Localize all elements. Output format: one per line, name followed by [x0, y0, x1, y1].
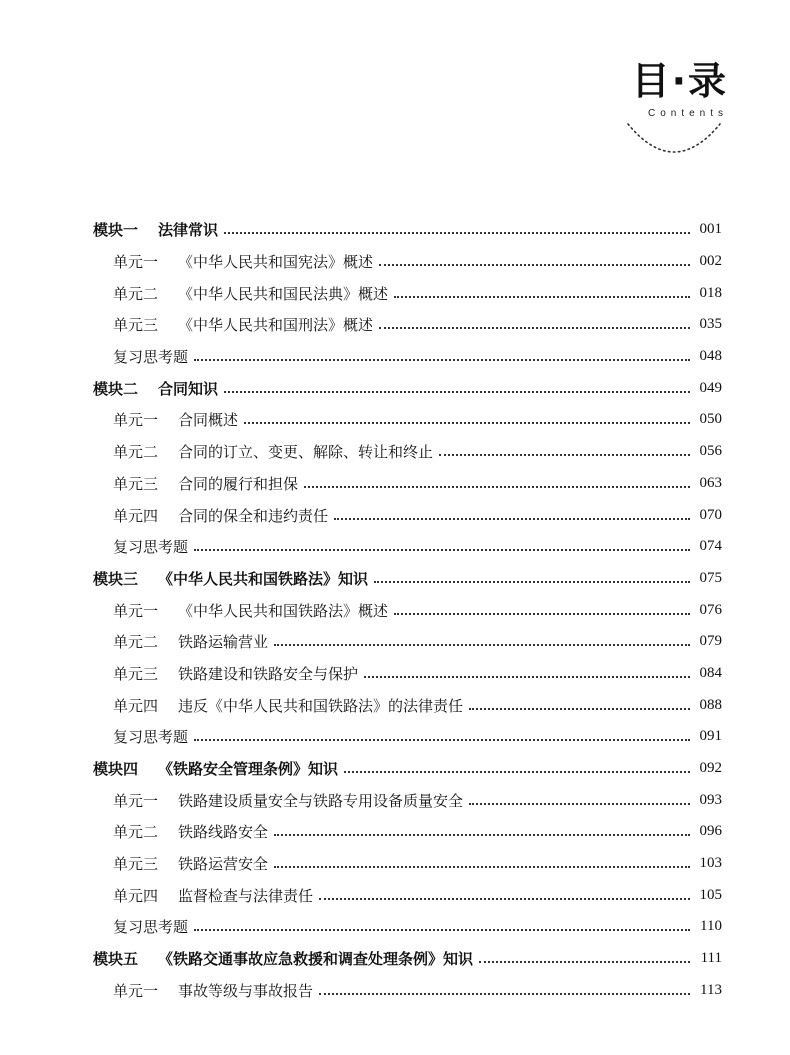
toc-unit-row[interactable] [0, 309, 790, 341]
toc-entry-label [113, 726, 188, 747]
toc-page-number: 092 [699, 760, 722, 777]
dot-leader [379, 263, 690, 266]
toc-entry-label [113, 885, 313, 906]
toc-entry-label [113, 346, 188, 367]
toc-page-number: 050 [699, 411, 722, 428]
toc-entry-label [113, 314, 373, 335]
toc-unit-row[interactable] [0, 277, 790, 309]
toc-entry-number: 模块四 [93, 760, 139, 779]
toc-entry-label [113, 536, 188, 557]
dot-leader [194, 928, 690, 931]
dot-leader [439, 453, 690, 456]
toc-entry-title: 合同的保全和违约责任 [178, 506, 329, 525]
toc-page-number: 093 [699, 791, 722, 808]
toc-unit-row[interactable] [0, 499, 790, 531]
toc-entry-title: 《铁路安全管理条例》知识 [158, 760, 339, 779]
toc-entry-label [113, 409, 238, 430]
dot-leader [274, 643, 690, 646]
dot-leader [274, 865, 690, 868]
toc-entry-label [113, 600, 388, 621]
toc-entry-title: 《中华人民共和国民法典》概述 [178, 284, 389, 303]
toc-page-number: 111 [700, 950, 722, 967]
toc-page-number: 056 [699, 443, 722, 460]
toc-entry-label [113, 853, 268, 874]
toc-entry-title: 事故等级与事故报告 [178, 981, 314, 1000]
toc-page-number: 088 [699, 696, 722, 713]
toc-module-row[interactable] [0, 563, 790, 595]
toc-review-row[interactable] [0, 531, 790, 563]
toc-unit-row[interactable] [0, 848, 790, 880]
toc-entry-number: 单元一 [113, 601, 159, 620]
toc-entry-title: 铁路建设和铁路安全与保护 [178, 664, 359, 683]
dot-leader [194, 548, 690, 551]
toc-entry-label [113, 251, 373, 272]
toc-module-row[interactable] [0, 943, 790, 975]
toc-page-number: 070 [699, 506, 722, 523]
toc-entry-label [93, 948, 473, 969]
dot-leader [194, 738, 690, 741]
toc-page-number: 091 [699, 728, 722, 745]
toc-entry-title: 复习思考题 [113, 538, 189, 557]
toc-unit-row[interactable] [0, 816, 790, 848]
toc-entry-number: 单元二 [113, 823, 159, 842]
dot-leader [394, 612, 690, 615]
toc-entry-number: 单元一 [113, 253, 159, 272]
contents-header [608, 58, 728, 168]
toc-entry-label [113, 790, 463, 811]
toc-entry-title: 铁路运输营业 [178, 633, 269, 652]
toc-review-row[interactable] [0, 911, 790, 943]
dot-leader [364, 675, 690, 678]
toc-entry-title: 复习思考题 [113, 728, 189, 747]
dot-leader [469, 707, 690, 710]
dot-leader [274, 833, 690, 836]
toc-page-number: 048 [699, 348, 722, 365]
toc-entry-number: 单元二 [113, 284, 159, 303]
toc-unit-row[interactable] [0, 879, 790, 911]
dot-leader [479, 960, 690, 963]
toc-module-row[interactable] [0, 372, 790, 404]
toc-entry-title: 《中华人民共和国宪法》概述 [178, 253, 374, 272]
toc-module-row[interactable] [0, 753, 790, 785]
page-subtitle: Contents [647, 108, 728, 119]
dot-leader [304, 485, 690, 488]
toc-entry-number: 模块二 [93, 379, 139, 398]
toc-entry-label [93, 758, 338, 779]
dotted-arc-ornament [624, 118, 724, 163]
toc-entry-title: 《铁路交通事故应急救援和调查处理条例》知识 [158, 950, 474, 969]
toc-entry-title: 监督检查与法律责任 [178, 886, 314, 905]
toc-page-number: 076 [699, 601, 722, 618]
toc-page-number: 075 [699, 569, 722, 586]
toc-entry-number: 单元一 [113, 791, 159, 810]
dot-leader [224, 390, 690, 393]
dot-leader [194, 358, 690, 361]
toc-entry-label [93, 219, 218, 240]
toc-entry-number: 单元三 [113, 316, 159, 335]
table-of-contents [0, 214, 790, 1006]
toc-unit-row[interactable] [0, 626, 790, 658]
toc-entry-title: 《中华人民共和国刑法》概述 [178, 316, 374, 335]
toc-entry-label [93, 378, 218, 399]
toc-entry-title: 法律常识 [158, 221, 219, 240]
dot-leader [374, 580, 690, 583]
dot-leader [334, 517, 690, 520]
toc-entry-number: 单元一 [113, 981, 159, 1000]
toc-unit-row[interactable] [0, 784, 790, 816]
toc-entry-label [113, 441, 433, 462]
toc-entry-number: 单元四 [113, 696, 159, 715]
dot-leader [244, 421, 690, 424]
toc-entry-label [113, 980, 313, 1001]
toc-entry-label [113, 631, 268, 652]
toc-entry-number: 单元一 [113, 411, 159, 430]
toc-unit-row[interactable] [0, 436, 790, 468]
toc-entry-label [113, 283, 388, 304]
toc-page-number: 002 [699, 253, 722, 270]
toc-review-row[interactable] [0, 721, 790, 753]
toc-entry-title: 铁路建设质量安全与铁路专用设备质量安全 [178, 791, 464, 810]
toc-entry-number: 单元四 [113, 886, 159, 905]
toc-page-number: 049 [699, 379, 722, 396]
toc-page-number: 084 [699, 664, 722, 681]
toc-entry-title: 合同的订立、变更、解除、转让和终止 [178, 443, 434, 462]
toc-page-number: 074 [699, 538, 722, 555]
toc-entry-title: 《中华人民共和国铁路法》概述 [178, 601, 389, 620]
toc-page-number: 018 [699, 284, 722, 301]
toc-entry-title: 违反《中华人民共和国铁路法》的法律责任 [178, 696, 464, 715]
dot-leader [394, 295, 690, 298]
toc-entry-label [113, 821, 268, 842]
toc-entry-number: 单元三 [113, 855, 159, 874]
toc-unit-row[interactable] [0, 594, 790, 626]
toc-page-number: 035 [699, 316, 722, 333]
toc-entry-number: 模块五 [93, 950, 139, 969]
dot-leader [319, 992, 690, 995]
toc-page-number: 113 [700, 981, 722, 998]
dot-leader [319, 897, 690, 900]
toc-entry-label [93, 568, 368, 589]
toc-page-number: 001 [699, 221, 722, 238]
toc-unit-row[interactable] [0, 658, 790, 690]
toc-entry-title: 铁路运营安全 [178, 855, 269, 874]
toc-entry-number: 模块三 [93, 569, 139, 588]
toc-page-number: 079 [699, 633, 722, 650]
toc-entry-title: 铁路线路安全 [178, 823, 269, 842]
dot-leader [224, 231, 690, 234]
toc-page-number: 105 [699, 886, 722, 903]
toc-entry-number: 单元二 [113, 633, 159, 652]
toc-unit-row[interactable] [0, 246, 790, 278]
toc-entry-title: 合同概述 [178, 411, 239, 430]
toc-entry-title: 合同知识 [158, 379, 219, 398]
toc-entry-title: 《中华人民共和国铁路法》知识 [158, 569, 369, 588]
toc-entry-number: 单元三 [113, 664, 159, 683]
dot-leader [379, 326, 690, 329]
toc-entry-number: 单元四 [113, 506, 159, 525]
toc-page-number: 063 [699, 474, 722, 491]
toc-entry-label [113, 916, 188, 937]
toc-review-row[interactable] [0, 341, 790, 373]
toc-module-row[interactable] [0, 214, 790, 246]
toc-unit-row[interactable] [0, 689, 790, 721]
toc-entry-label [113, 695, 463, 716]
toc-entry-label [113, 663, 358, 684]
toc-page-number: 110 [700, 918, 722, 935]
toc-entry-number: 单元三 [113, 474, 159, 493]
dot-leader [344, 770, 690, 773]
toc-entry-label [113, 505, 328, 526]
toc-entry-title: 合同的履行和担保 [178, 474, 299, 493]
toc-entry-label [113, 473, 298, 494]
toc-entry-number: 单元二 [113, 443, 159, 462]
toc-unit-row[interactable] [0, 404, 790, 436]
toc-entry-title: 复习思考题 [113, 918, 189, 937]
toc-unit-row[interactable] [0, 975, 790, 1007]
toc-entry-title: 复习思考题 [113, 348, 189, 367]
dot-leader [469, 802, 690, 805]
toc-unit-row[interactable] [0, 468, 790, 500]
toc-page-number: 103 [699, 855, 722, 872]
toc-page-number: 096 [699, 823, 722, 840]
page-title: 目·录 [631, 59, 728, 103]
toc-entry-number: 模块一 [93, 221, 139, 240]
